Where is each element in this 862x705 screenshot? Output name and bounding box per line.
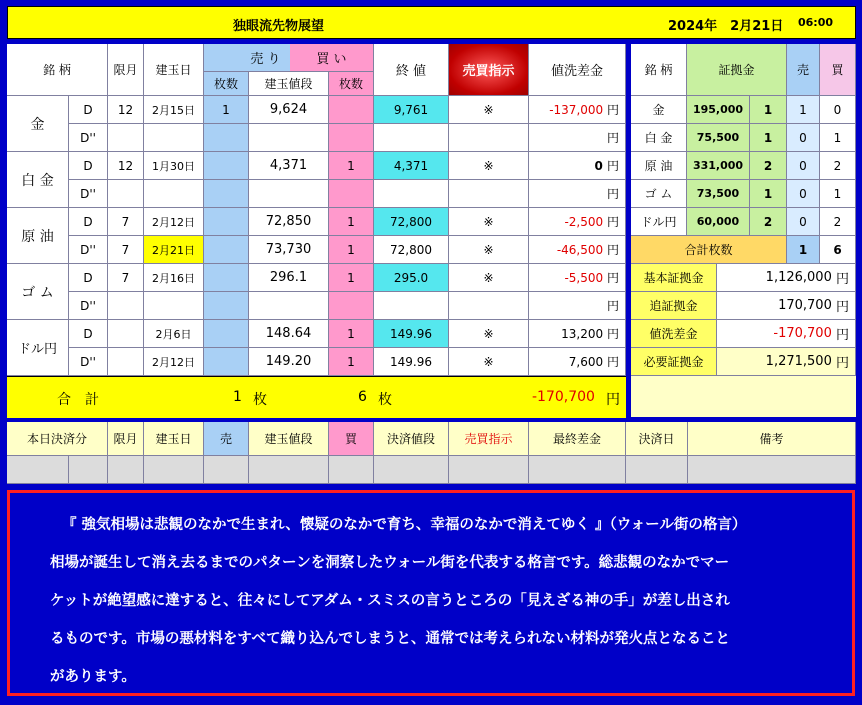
row-diff-unit: 円 xyxy=(606,243,619,257)
row-close: 9,761 xyxy=(374,96,449,124)
row-price: 73,730 xyxy=(249,236,329,264)
row-buy-qty xyxy=(329,180,374,208)
side-item-name: ドル円 xyxy=(631,208,687,236)
row-diff-unit: 円 xyxy=(606,103,619,117)
row-buy-qty xyxy=(329,96,374,124)
row-date: 2月16日 xyxy=(144,264,204,292)
commentary-line: があります。 xyxy=(50,669,136,685)
total-buy: 6 xyxy=(358,389,367,405)
row-price xyxy=(249,180,329,208)
row-date: 2月12日 xyxy=(144,208,204,236)
row-date xyxy=(144,292,204,320)
row-dd: D'' xyxy=(69,292,108,320)
side-item-qty: 1 xyxy=(750,124,787,152)
commentary-line: 『 強気相場は悲観のなかで生まれ、懐疑のなかで育ち、幸福のなかで消えてゆく 』（ウォール街の格言） xyxy=(62,517,747,533)
row-d: D xyxy=(69,96,108,124)
header-date: 2024年 2月21日 xyxy=(668,19,784,34)
row-diff-unit: 円 xyxy=(606,159,619,173)
side-item-sell: 0 xyxy=(787,208,820,236)
side-item-qty: 1 xyxy=(750,180,787,208)
row-close: 72,800 xyxy=(374,208,449,236)
row-sell-qty: 1 xyxy=(204,96,249,124)
row-sell-qty xyxy=(204,320,249,348)
row-close xyxy=(374,124,449,152)
row-d: D xyxy=(69,152,108,180)
row-sell-qty xyxy=(204,124,249,152)
row-diff-unit: 円 xyxy=(606,215,619,229)
row-sell-qty xyxy=(204,292,249,320)
header-bar xyxy=(7,6,856,39)
main-table xyxy=(7,44,626,417)
side-total-label: 合計枚数 xyxy=(631,236,787,264)
row-sell-qty xyxy=(204,180,249,208)
row-name-usdjpy: ドル円 xyxy=(7,320,69,376)
row-diff-unit: 円 xyxy=(606,187,619,201)
row-dd: D'' xyxy=(69,348,108,376)
side-item-sell: 0 xyxy=(787,152,820,180)
row-dd: D'' xyxy=(69,124,108,152)
row-month: 7 xyxy=(108,236,144,264)
row-buy-qty xyxy=(329,292,374,320)
summary-value xyxy=(717,264,856,292)
settle-col-kessai-nedan: 決済値段 xyxy=(374,422,449,456)
settle-cell[interactable] xyxy=(249,456,329,484)
total-sell-unit: 枚 xyxy=(253,392,267,408)
total-unit: 円 xyxy=(606,392,620,408)
col-tategyoku-nedan: 建玉値段 xyxy=(249,72,329,96)
row-month xyxy=(108,180,144,208)
settle-cell[interactable] xyxy=(144,456,204,484)
settle-col-baibai-shiji: 売買指示 xyxy=(449,422,529,456)
row-date: 2月6日 xyxy=(144,320,204,348)
row-diff-value: 0 xyxy=(594,158,603,173)
side-item-margin: 331,000 xyxy=(687,152,750,180)
col-meigara: 銘 柄 xyxy=(7,44,108,96)
commentary-line: るものです。市場の悪材料をすべて織り込んでしまうと、通常では考えられない材料が発火点となること xyxy=(50,631,731,647)
page-title: 独眼流先物展望 xyxy=(233,19,325,34)
settle-col-tategyoku-bi: 建玉日 xyxy=(144,422,204,456)
row-month: 12 xyxy=(108,152,144,180)
row-mark: ※ xyxy=(449,320,529,348)
settle-col-kai: 買 xyxy=(329,422,374,456)
row-date: 1月30日 xyxy=(144,152,204,180)
row-close: 72,800 xyxy=(374,236,449,264)
settle-cell[interactable] xyxy=(529,456,626,484)
row-close: 4,371 xyxy=(374,152,449,180)
summary-value-number: -170,700 xyxy=(773,326,832,341)
settle-cell[interactable] xyxy=(108,456,144,484)
settle-col-kessai-bi: 決済日 xyxy=(626,422,688,456)
row-price: 148.64 xyxy=(249,320,329,348)
side-item-qty: 2 xyxy=(750,208,787,236)
side-item-qty: 2 xyxy=(750,152,787,180)
row-d: D xyxy=(69,208,108,236)
settle-cell[interactable] xyxy=(7,456,69,484)
side-item-margin: 195,000 xyxy=(687,96,750,124)
row-diff-unit: 円 xyxy=(606,131,619,145)
row-sell-qty xyxy=(204,208,249,236)
row-date: 2月15日 xyxy=(144,96,204,124)
row-diff xyxy=(529,292,626,320)
settle-col-biko: 備考 xyxy=(688,422,856,456)
side-item-name: 原 油 xyxy=(631,152,687,180)
total-sell: 1 xyxy=(233,389,242,405)
summary-value-number: 170,700 xyxy=(778,298,832,313)
row-month: 7 xyxy=(108,264,144,292)
settle-col-uri: 売 xyxy=(204,422,249,456)
row-name-gold: 金 xyxy=(7,96,69,152)
row-diff-value: -5,500 xyxy=(564,270,604,285)
row-mark: ※ xyxy=(449,152,529,180)
row-diff xyxy=(529,348,626,376)
row-diff xyxy=(529,124,626,152)
row-name-crude-oil: 原 油 xyxy=(7,208,69,264)
col-uri: 売 り xyxy=(204,44,328,72)
total-diff: -170,700 xyxy=(532,389,595,405)
row-close: 295.0 xyxy=(374,264,449,292)
row-diff xyxy=(529,236,626,264)
settle-cell[interactable] xyxy=(69,456,108,484)
row-diff-unit: 円 xyxy=(606,271,619,285)
row-name-rubber: ゴ ム xyxy=(7,264,69,320)
row-close: 149.96 xyxy=(374,348,449,376)
side-panel xyxy=(631,44,856,417)
row-diff xyxy=(529,96,626,124)
row-d: D xyxy=(69,320,108,348)
row-buy-qty: 1 xyxy=(329,236,374,264)
row-sell-qty xyxy=(204,264,249,292)
row-mark: ※ xyxy=(449,236,529,264)
summary-value-unit: 円 xyxy=(835,328,849,343)
row-buy-qty: 1 xyxy=(329,152,374,180)
col-maisu-buy: 枚数 xyxy=(329,72,374,96)
settle-col-gengetsu: 限月 xyxy=(108,422,144,456)
row-diff-value: 7,600 xyxy=(568,354,604,369)
row-diff-unit: 円 xyxy=(606,355,619,369)
row-dd: D'' xyxy=(69,236,108,264)
summary-label: 必要証拠金 xyxy=(631,348,717,376)
row-price: 296.1 xyxy=(249,264,329,292)
side-item-sell: 1 xyxy=(787,96,820,124)
row-price xyxy=(249,292,329,320)
summary-value xyxy=(717,320,856,348)
row-mark xyxy=(449,124,529,152)
side-item-buy: 1 xyxy=(820,180,856,208)
row-buy-qty: 1 xyxy=(329,264,374,292)
commentary-line: ケットが絶望感に達すると、往々にしてアダム・スミスの言うところの「見えざる神の手」が差し出され xyxy=(50,593,730,609)
row-diff-value: 13,200 xyxy=(561,326,604,341)
total-buy-unit: 枚 xyxy=(378,392,392,408)
row-diff xyxy=(529,180,626,208)
row-diff xyxy=(529,264,626,292)
col-maisu-sell: 枚数 xyxy=(204,72,249,96)
row-mark: ※ xyxy=(449,348,529,376)
summary-value xyxy=(717,348,856,376)
row-sell-qty xyxy=(204,348,249,376)
settle-cell[interactable] xyxy=(329,456,374,484)
col-kai: 買 い xyxy=(290,44,374,72)
row-close xyxy=(374,180,449,208)
row-mark: ※ xyxy=(449,208,529,236)
side-item-buy: 2 xyxy=(820,152,856,180)
side-col-sell: 売 xyxy=(787,44,820,96)
row-month xyxy=(108,292,144,320)
row-price: 72,850 xyxy=(249,208,329,236)
commentary-line: 相場が誕生して消え去るまでのパターンを洞察したウォール街を代表する格言です。総悲観のなかでマー xyxy=(50,555,730,571)
row-name-platinum: 白 金 xyxy=(7,152,69,208)
side-total-sell: 1 xyxy=(787,236,820,264)
summary-value-unit: 円 xyxy=(835,272,849,287)
row-diff-value: -46,500 xyxy=(556,242,604,257)
row-month xyxy=(108,348,144,376)
settle-col-tategyoku-nedan: 建玉値段 xyxy=(249,422,329,456)
settle-cell[interactable] xyxy=(626,456,688,484)
settle-cell[interactable] xyxy=(204,456,249,484)
row-mark: ※ xyxy=(449,96,529,124)
row-month: 7 xyxy=(108,208,144,236)
side-item-qty: 1 xyxy=(750,96,787,124)
row-buy-qty: 1 xyxy=(329,348,374,376)
sell-buy-instruction-button[interactable]: 売買指示 xyxy=(449,44,529,96)
row-mark: ※ xyxy=(449,264,529,292)
row-d: D xyxy=(69,264,108,292)
row-diff-unit: 円 xyxy=(606,299,619,313)
summary-label: 追証拠金 xyxy=(631,292,717,320)
row-month: 12 xyxy=(108,96,144,124)
side-item-sell: 0 xyxy=(787,124,820,152)
summary-label: 値洗差金 xyxy=(631,320,717,348)
row-date xyxy=(144,124,204,152)
row-month xyxy=(108,320,144,348)
settle-col-honjitsu: 本日決済分 xyxy=(7,422,108,456)
row-buy-qty: 1 xyxy=(329,208,374,236)
row-sell-qty xyxy=(204,236,249,264)
settlement-table xyxy=(7,422,856,484)
row-buy-qty xyxy=(329,124,374,152)
col-nearai-sakin: 値洗差金 xyxy=(529,44,626,96)
row-mark xyxy=(449,180,529,208)
col-gengetsu: 限月 xyxy=(108,44,144,96)
col-owarine: 終 値 xyxy=(374,44,449,96)
settle-cell[interactable] xyxy=(688,456,856,484)
side-col-meigara: 銘 柄 xyxy=(631,44,687,96)
side-item-margin: 73,500 xyxy=(687,180,750,208)
side-item-name: ゴ ム xyxy=(631,180,687,208)
side-item-sell: 0 xyxy=(787,180,820,208)
row-date: 2月12日 xyxy=(144,348,204,376)
row-close xyxy=(374,292,449,320)
side-col-buy: 買 xyxy=(820,44,856,96)
side-item-buy: 2 xyxy=(820,208,856,236)
total-row xyxy=(7,376,626,418)
row-diff-unit: 円 xyxy=(606,327,619,341)
row-diff xyxy=(529,208,626,236)
row-date xyxy=(144,180,204,208)
summary-value-number: 1,126,000 xyxy=(765,270,832,285)
row-price: 4,371 xyxy=(249,152,329,180)
row-mark xyxy=(449,292,529,320)
side-total-buy: 6 xyxy=(820,236,856,264)
commentary-box xyxy=(7,490,855,696)
row-price: 149.20 xyxy=(249,348,329,376)
settle-cell[interactable] xyxy=(374,456,449,484)
summary-value-number: 1,271,500 xyxy=(765,354,832,369)
row-price: 9,624 xyxy=(249,96,329,124)
total-label: 合 計 xyxy=(57,392,99,408)
settle-col-saishu-sakin: 最終差金 xyxy=(529,422,626,456)
side-col-margin: 証拠金 xyxy=(687,44,787,96)
summary-value-unit: 円 xyxy=(835,300,849,315)
row-sell-qty xyxy=(204,152,249,180)
side-item-buy: 0 xyxy=(820,96,856,124)
summary-label: 基本証拠金 xyxy=(631,264,717,292)
side-item-name: 白 金 xyxy=(631,124,687,152)
side-item-margin: 75,500 xyxy=(687,124,750,152)
col-tategyoku-bi: 建玉日 xyxy=(144,44,204,96)
settle-cell[interactable] xyxy=(449,456,529,484)
row-diff xyxy=(529,152,626,180)
row-close: 149.96 xyxy=(374,320,449,348)
row-date: 2月21日 xyxy=(144,236,204,264)
row-diff-value: -137,000 xyxy=(549,102,604,117)
row-dd: D'' xyxy=(69,180,108,208)
row-diff xyxy=(529,320,626,348)
side-item-margin: 60,000 xyxy=(687,208,750,236)
row-diff-value: -2,500 xyxy=(564,214,604,229)
summary-value xyxy=(717,292,856,320)
side-item-name: 金 xyxy=(631,96,687,124)
row-month xyxy=(108,124,144,152)
row-buy-qty: 1 xyxy=(329,320,374,348)
header-time: 06:00 xyxy=(798,16,834,29)
summary-value-unit: 円 xyxy=(835,356,849,371)
row-price xyxy=(249,124,329,152)
side-item-buy: 1 xyxy=(820,124,856,152)
